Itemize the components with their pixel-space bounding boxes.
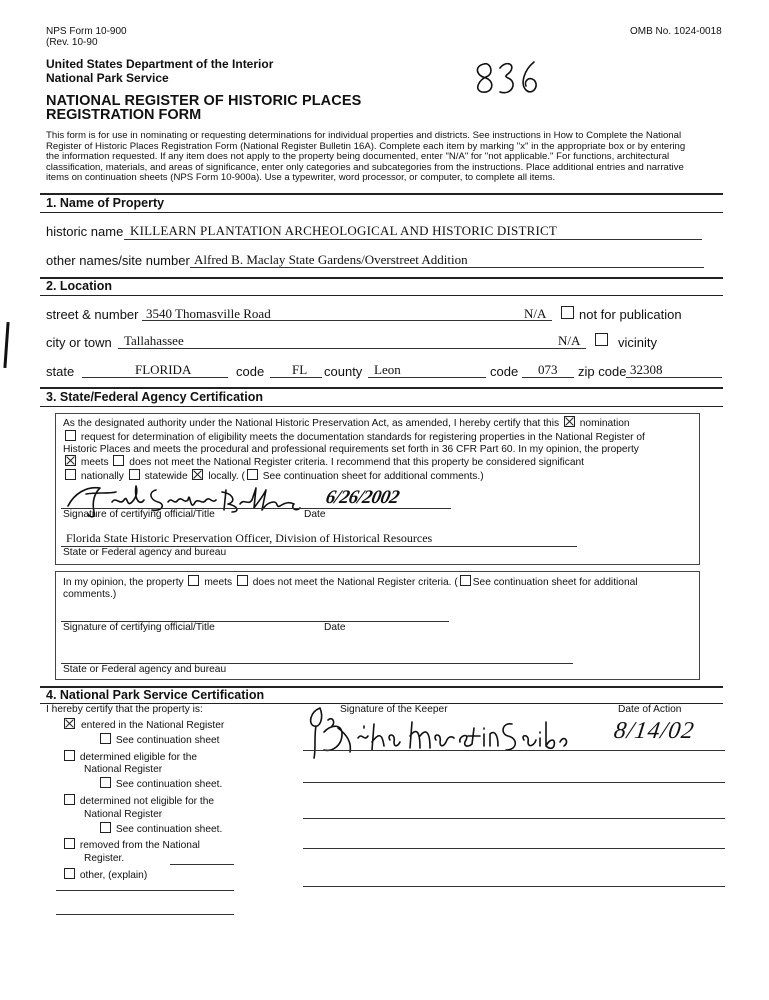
option-eligible: determined eligible for the [62,750,224,765]
historic-name-value[interactable]: KILLEARN PLANTATION ARCHEOLOGICAL AND HISTORIC DISTRICT [130,223,558,238]
option-not-eligible-continuation: See continuation sheet. [62,822,224,837]
section-3-heading: 3. State/Federal Agency Certification [46,390,263,404]
divider [40,212,723,213]
eligible-continuation-checkbox[interactable] [100,777,111,788]
state-label: state [46,364,75,379]
section-2-heading: 2. Location [46,279,112,293]
field-line [270,377,322,378]
option-not-eligible-line2: National Register [84,808,163,820]
county-value[interactable]: Leon [374,362,401,377]
county-code-label: code [490,364,519,379]
eligibility-request-checkbox[interactable] [65,430,76,441]
option-eligible-line2: National Register [84,764,163,776]
opinion-meets-checkbox[interactable] [188,575,199,586]
na-vicinity: N/A [558,333,581,348]
vicinity-checkbox[interactable] [595,333,608,346]
form-number: NPS Form 10-900 [46,26,127,37]
option-removed: removed from the National [62,838,224,853]
keeper-line [303,818,725,819]
keeper-signature-label: Signature of the Keeper [340,704,448,715]
city-value[interactable]: Tallahassee [124,333,184,348]
keeper-signature-line [303,750,725,751]
nomination-checkbox[interactable] [564,416,575,427]
eligible-checkbox[interactable] [64,750,75,761]
other-names-label: other names/site number [46,253,190,268]
field-line [368,377,486,378]
service-name: National Park Service [46,71,169,85]
date-of-action-label: Date of Action [618,704,682,715]
form-revision: (Rev. 10-90 [46,37,98,48]
field-line [82,377,228,378]
entered-checkbox[interactable] [64,718,75,729]
continuation-sheet-checkbox[interactable] [247,469,258,480]
city-label: city or town [46,335,112,350]
locally-checkbox[interactable] [192,469,203,480]
entered-continuation-checkbox[interactable] [100,733,111,744]
official-title-value[interactable]: Florida State Historic Preservation Officer, Division of Historical Resources [66,531,433,545]
county-label: county [324,364,363,379]
street-value[interactable]: 3540 Thomasville Road [146,306,271,321]
not-for-publication-label: not for publication [579,307,682,322]
state-value[interactable]: FLORIDA [135,362,192,377]
other-explain-line [56,890,234,891]
divider [40,406,723,407]
omb-number: OMB No. 1024-0018 [630,26,722,37]
divider [40,277,723,279]
option-entered-continuation: See continuation sheet [62,733,224,748]
historic-name-label: historic name [46,224,124,239]
option-removed-line2: Register. [84,853,125,865]
handwritten-number [470,58,550,104]
keeper-line [303,782,725,783]
other-explain-line [170,864,234,865]
opinion-does-not-meet-checkbox[interactable] [237,575,248,586]
keeper-options [62,718,224,883]
form-title: NATIONAL REGISTER OF HISTORIC PLACES [46,93,362,109]
field-line [522,377,574,378]
option-eligible-continuation: See continuation sheet. [62,777,224,792]
zip-value[interactable]: 32308 [630,362,663,377]
does-not-meet-checkbox[interactable] [113,455,124,466]
department-name: United States Department of the Interior [46,57,274,71]
agency-label: State or Federal agency and bureau [63,547,227,558]
state-code-value[interactable]: FL [292,362,308,377]
form-subtitle: REGISTRATION FORM [46,107,202,123]
not-eligible-continuation-checkbox[interactable] [100,822,111,833]
divider [40,387,723,389]
vicinity-label: vicinity [618,335,658,350]
opinion-text: In my opinion, the property meets does not meet the National Register criteria. ( See continuation sheet for additional comments.) [63,577,638,600]
other-checkbox[interactable] [64,868,75,879]
option-not-eligible: determined not eligible for the [62,794,224,809]
keeper-line [303,848,725,849]
agency2-label: State or Federal agency and bureau [63,664,227,675]
keeper-intro: I hereby certify that the property is: [46,704,203,715]
street-label: street & number [46,307,139,322]
signature-label: Signature of certifying official/Title [63,509,215,520]
keeper-date: 8/14/02 [612,718,697,744]
field-line [142,320,552,321]
county-code-value[interactable]: 073 [538,362,558,377]
signature2-label: Signature of certifying official/Title [63,622,215,633]
opinion-continuation-checkbox[interactable] [460,575,471,586]
section-1-heading: 1. Name of Property [46,196,165,210]
date2-label: Date [324,622,346,633]
date-label: Date [304,509,326,520]
divider [40,193,723,195]
state-code-label: code [236,364,265,379]
zip-label: zip code [578,364,627,379]
keeper-line [303,886,725,887]
statewide-checkbox[interactable] [129,469,140,480]
margin-mark [3,322,9,368]
option-other: other, (explain) [62,868,224,883]
field-line [118,348,586,349]
section-4-heading: 4. National Park Service Certification [46,688,265,702]
divider [40,295,723,296]
instructions-text: This form is for use in nominating or requesting determinations for individual properties and districts. See instructions in How to Complete the National Register of Historic Places Registration Form (National Register Bulletin 16A). Complete each item by marking "x" in the appropriate box or by entering the information requested. If any item does not apply to the property being documented, enter "N/A" for "not applicable." For functions, architectural classification, materials, and areas of significance, enter only categories and subcategories from the instructions. Place additional entries and narrative items on continuation sheets (NPS Form 10-900a). Use a typewriter, word processor, or computer, to complete all items. [46,130,686,184]
not-for-publication-checkbox[interactable] [561,306,574,319]
signature-date: 6/26/2002 [323,487,401,508]
removed-checkbox[interactable] [64,838,75,849]
na-publication: N/A [524,306,547,321]
field-line [190,267,704,268]
keeper-signature [302,702,572,762]
other-names-value[interactable]: Alfred B. Maclay State Gardens/Overstreet Addition [194,252,468,267]
field-line [124,239,702,240]
not-eligible-checkbox[interactable] [64,794,75,805]
certification-text: As the designated authority under the National Historic Preservation Act, as amended, I hereby certify that this nomination request for determination of eligibility meets the documentation standards for registering properties in the National Register of Historic Places and meets the procedural and professional requirements set forth in 36 CFR Part 60. In my opinion, the property meets does not meet the National Register criteria. I recommend that this property be considered significant nationally statewide locally. ( See continuation sheet for additional comments.) [63,418,645,483]
meets-checkbox[interactable] [65,455,76,466]
option-entered: entered in the National Register [62,718,224,733]
other-explain-line [56,914,234,915]
field-line [626,377,722,378]
nationally-checkbox[interactable] [65,469,76,480]
